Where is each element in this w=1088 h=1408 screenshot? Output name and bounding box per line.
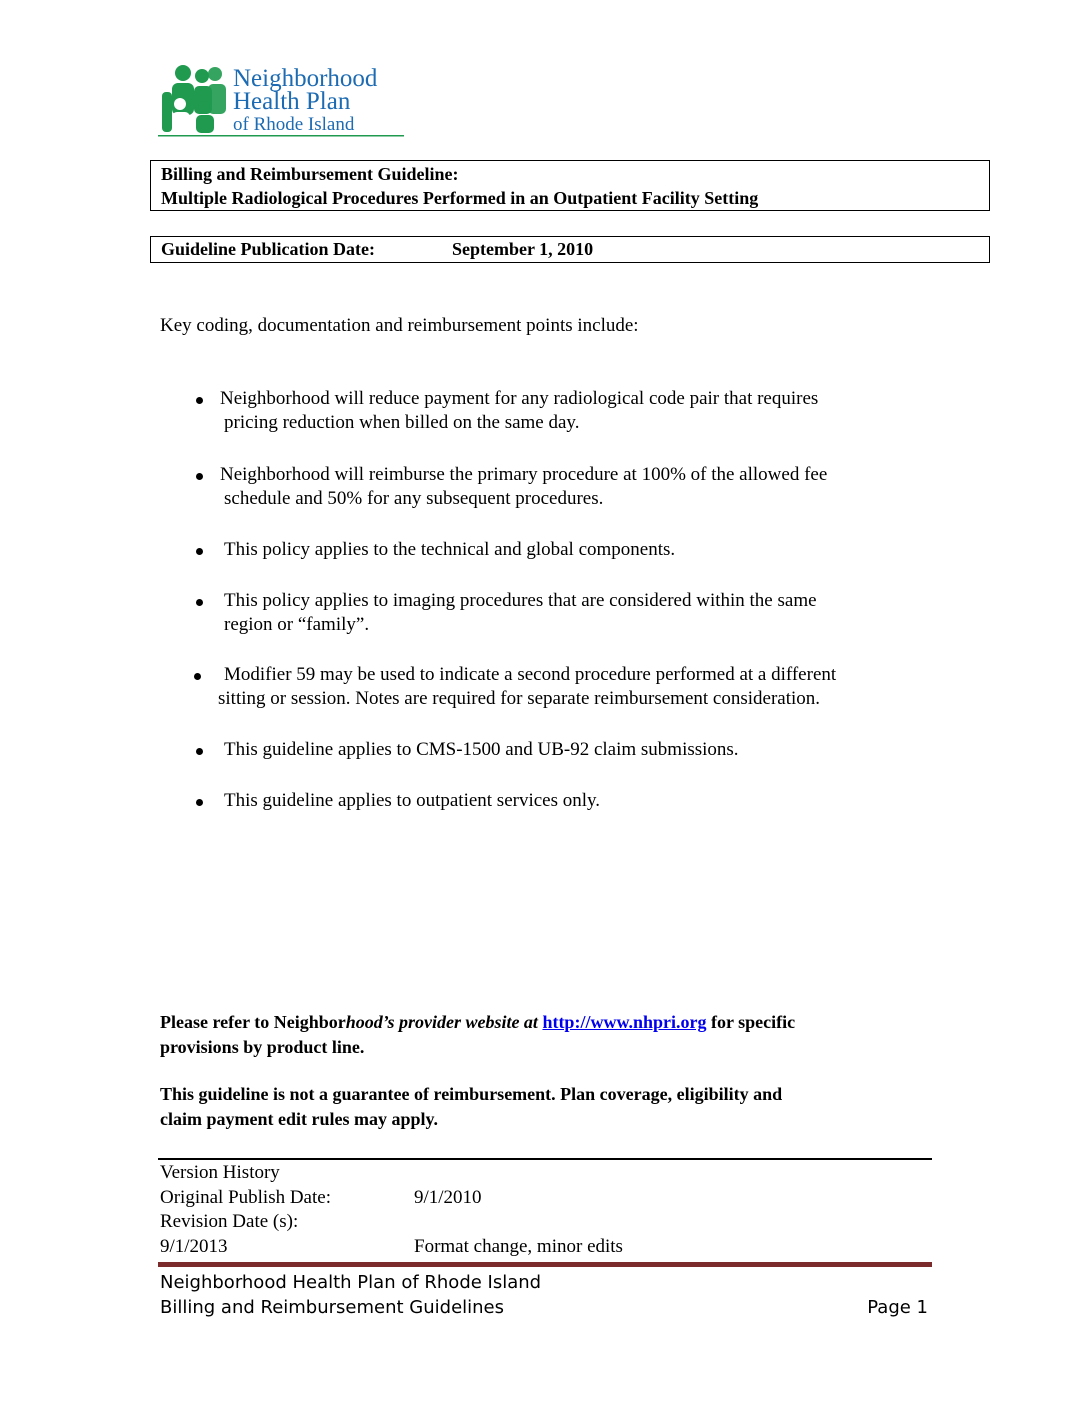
organization-logo	[158, 62, 408, 138]
list-item	[190, 387, 950, 435]
list-item-line: pricing reduction when billed on the same day.	[224, 412, 580, 433]
bullet-icon	[196, 748, 203, 755]
version-history	[160, 1161, 623, 1259]
logo-line-2: Health Plan	[233, 88, 351, 115]
list-item	[190, 589, 950, 637]
list-item-line: Neighborhood will reimburse the primary procedure at 100% of the allowed fee	[220, 464, 828, 485]
family-figures-icon	[158, 62, 408, 138]
page-footer	[160, 1270, 930, 1320]
list-item-line: region or “family”.	[224, 614, 370, 635]
disclaimer-line-1: This guideline is not a guarantee of reimbursement. Plan coverage, eligibility and	[160, 1084, 783, 1104]
list-item	[190, 789, 950, 813]
list-item	[190, 663, 950, 711]
revision-note: Format change, minor edits	[414, 1235, 623, 1257]
note-text: provisions by product line.	[160, 1037, 365, 1057]
divider	[158, 1158, 932, 1160]
footer-divider	[158, 1262, 932, 1267]
bullet-icon	[196, 548, 203, 555]
list-item	[190, 463, 950, 511]
logo-line-3: of Rhode Island	[233, 114, 355, 135]
disclaimer-line-2: claim payment edit rules may apply.	[160, 1109, 438, 1129]
bullet-icon	[196, 397, 203, 404]
guideline-title-box	[150, 160, 990, 211]
revision-date-value: 9/1/2013	[160, 1235, 228, 1257]
list-item-line: This policy applies to imaging procedures that are considered within the same	[224, 590, 817, 611]
provider-website-note	[160, 1010, 940, 1060]
bullet-icon	[194, 673, 201, 680]
version-history-heading: Version History	[160, 1162, 280, 1183]
reimbursement-disclaimer	[160, 1082, 940, 1132]
list-item	[190, 738, 950, 762]
note-italic-text: hood’s provider website at	[345, 1012, 538, 1032]
footer-document-title: Billing and Reimbursement Guidelines	[160, 1297, 505, 1318]
guideline-title-line-2: Multiple Radiological Procedures Performed in an Outpatient Facility Setting	[161, 188, 759, 208]
logo-line-1: Neighborhood	[233, 65, 378, 92]
list-item-line: Neighborhood will reduce payment for any radiological code pair that requires	[220, 388, 819, 409]
publication-date-value: September 1, 2010	[452, 239, 594, 259]
page-number: Page 1	[867, 1297, 928, 1318]
footer-organization: Neighborhood Health Plan of Rhode Island	[160, 1272, 542, 1293]
guideline-title-line-1: Billing and Reimbursement Guideline:	[161, 164, 459, 184]
list-item-line: schedule and 50% for any subsequent procedures.	[224, 488, 604, 509]
bullet-icon	[196, 473, 203, 480]
note-text: Please refer to Neighbor	[160, 1012, 346, 1032]
publication-date-box	[150, 236, 990, 263]
list-item-line: This policy applies to the technical and global components.	[224, 539, 676, 560]
intro-text: Key coding, documentation and reimbursement points include:	[160, 315, 639, 336]
list-item-line: sitting or session. Notes are required for separate reimbursement consideration.	[218, 688, 821, 709]
original-publish-date-value: 9/1/2010	[414, 1186, 482, 1208]
revision-date-label: Revision Date (s):	[160, 1211, 299, 1232]
publication-date-label: Guideline Publication Date:	[161, 239, 376, 259]
list-item-line: This guideline applies to outpatient services only.	[224, 790, 601, 811]
bullet-icon	[196, 599, 203, 606]
list-item-line: This guideline applies to CMS-1500 and UB-92 claim submissions.	[224, 739, 739, 760]
bullet-icon	[196, 799, 203, 806]
note-text: for specific	[706, 1012, 796, 1032]
provider-website-link[interactable]: http://www.nhpri.org	[542, 1012, 707, 1032]
original-publish-date-label: Original Publish Date:	[160, 1186, 331, 1208]
list-item	[190, 538, 950, 562]
list-item-line: Modifier 59 may be used to indicate a second procedure performed at a different	[224, 664, 837, 685]
